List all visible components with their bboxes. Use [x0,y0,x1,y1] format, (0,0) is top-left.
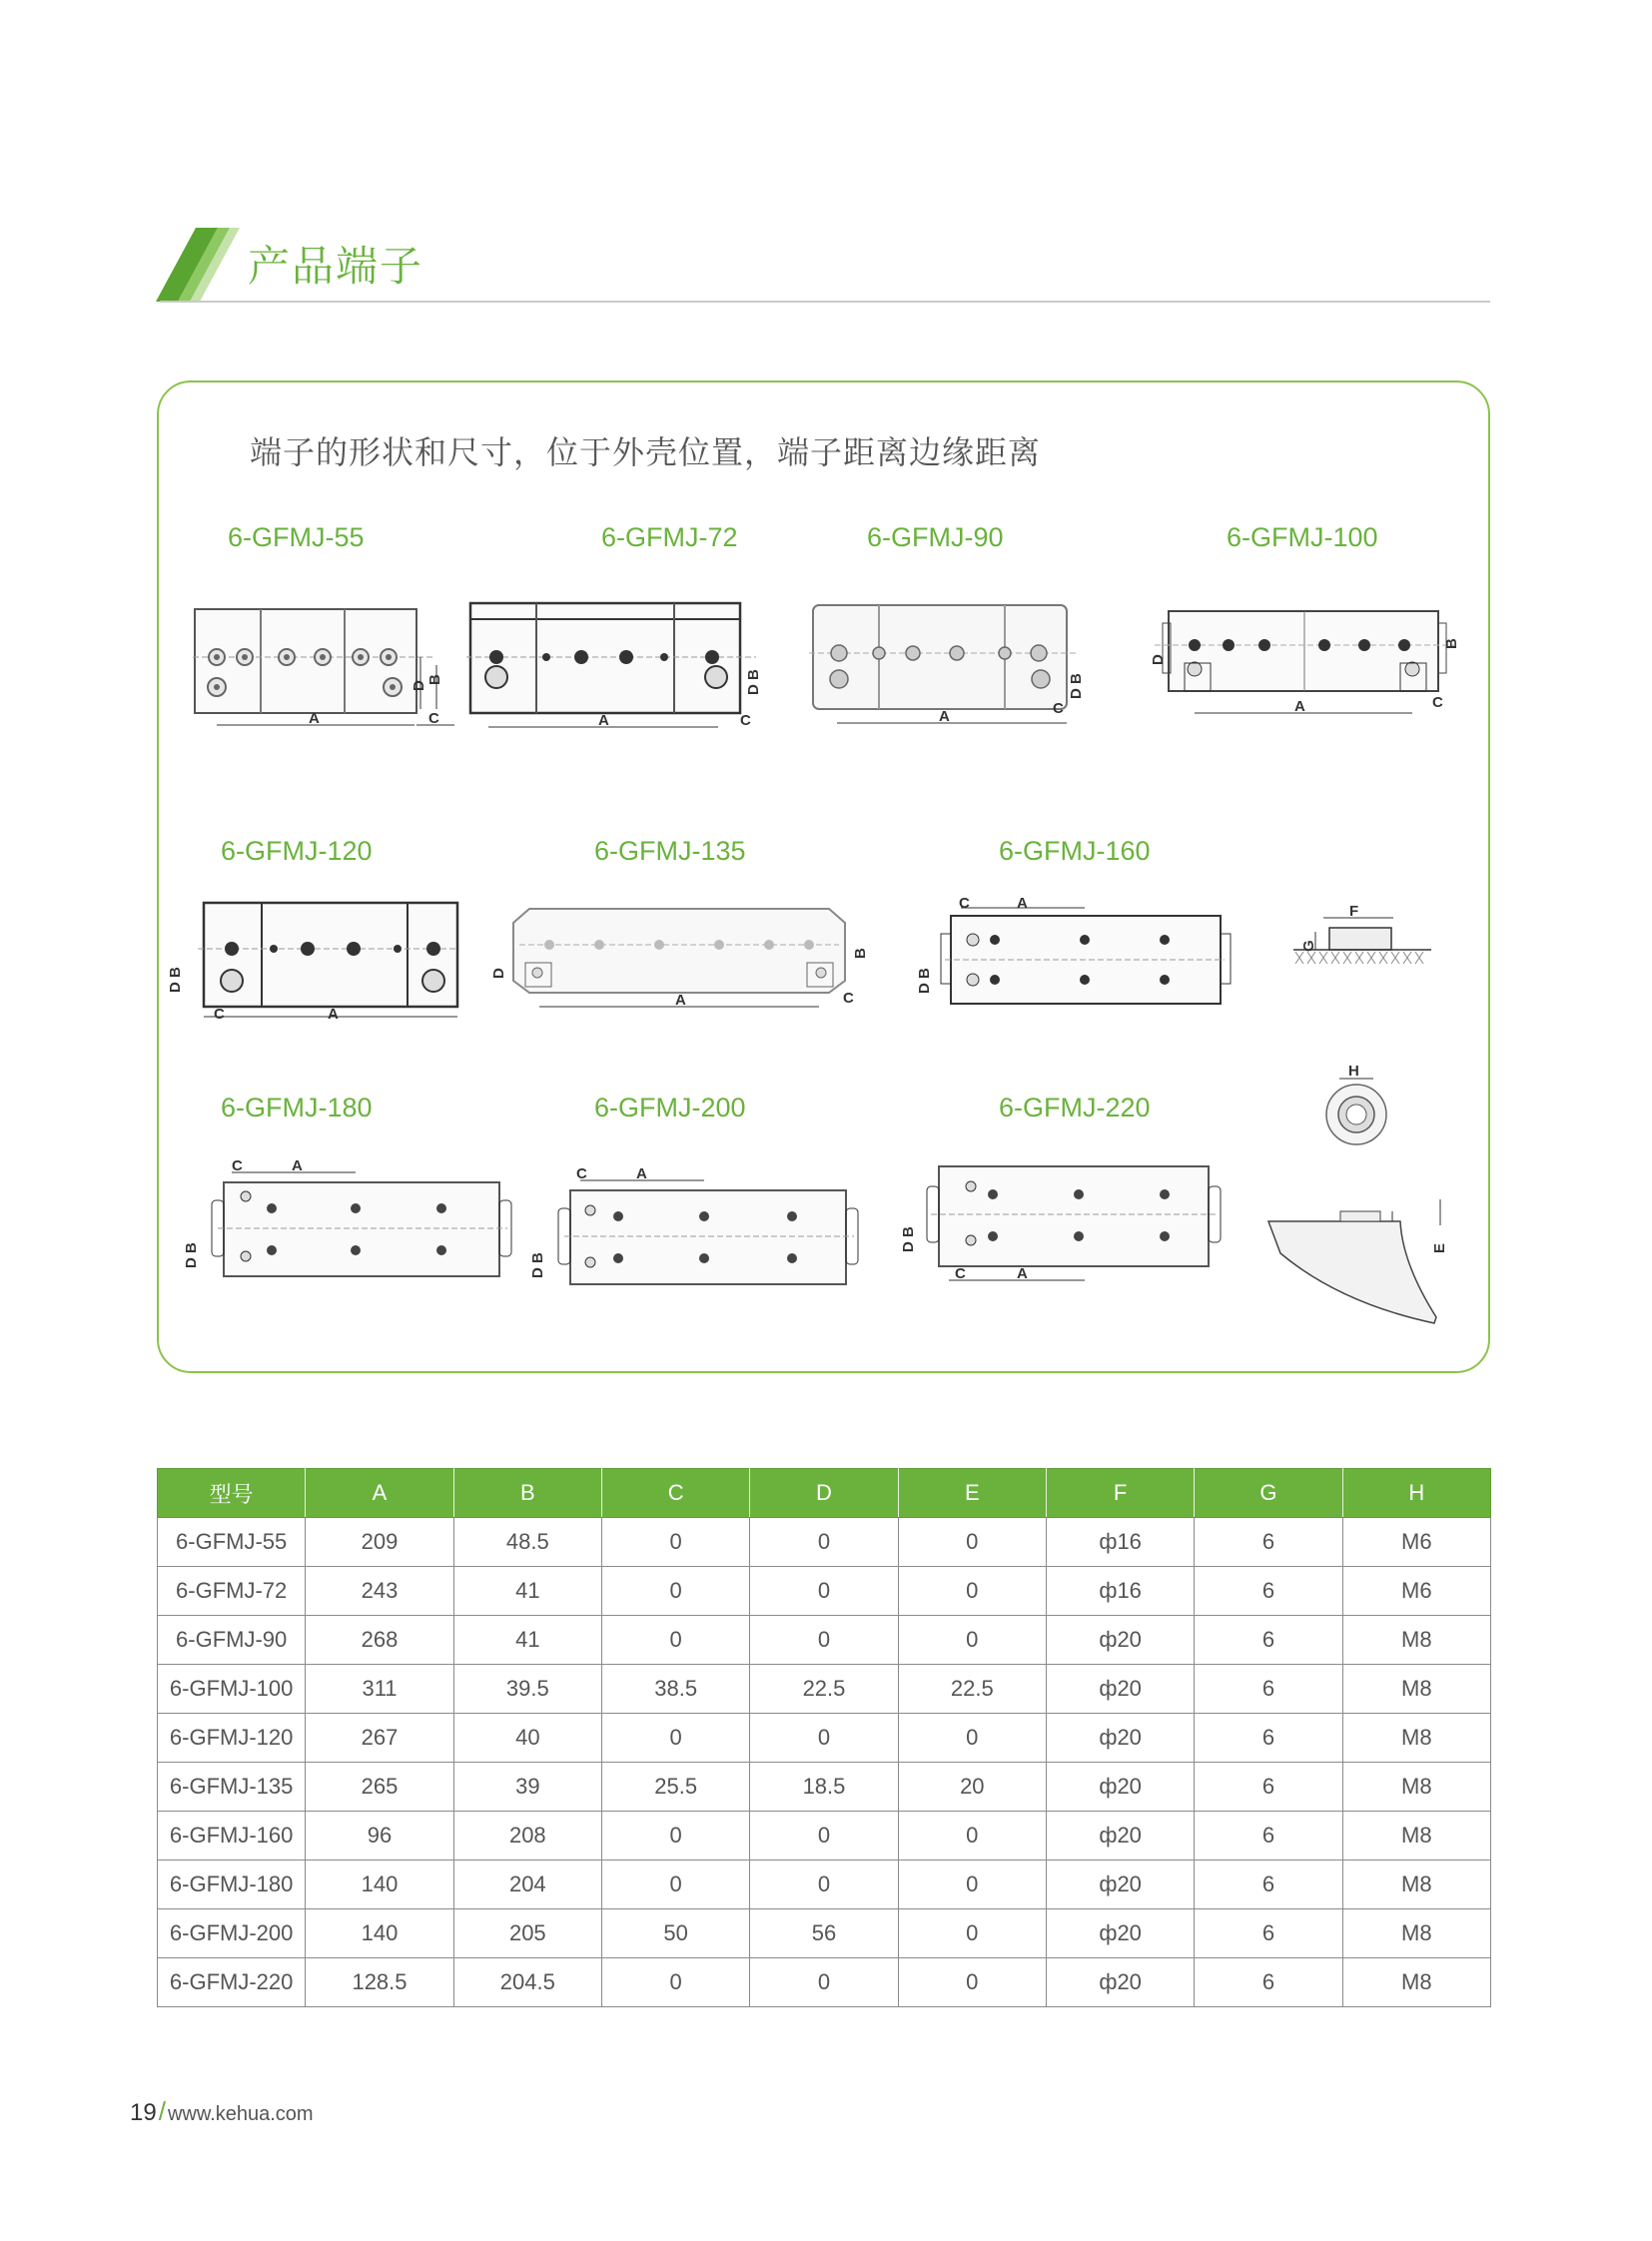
table-cell: M8 [1342,1665,1490,1714]
table-cell: 0 [601,1812,749,1861]
table-cell: 39.5 [453,1665,601,1714]
table-row [158,1518,1491,1567]
col-header-c: C [601,1469,749,1518]
table-cell: 0 [750,1714,898,1763]
header-stripe-logo [156,228,240,302]
model-label: 6-GFMJ-160 [999,836,1151,866]
terminal-drawing [178,1156,517,1291]
model-label: 6-GFMJ-100 [1227,522,1378,552]
svg-text:D: D [411,680,427,691]
model-label: 6-GFMJ-90 [867,522,1004,552]
table-cell: 0 [601,1518,749,1567]
terminal-spec-table [157,1468,1491,2007]
svg-text:C: C [576,1165,587,1182]
svg-text:G: G [1300,940,1317,952]
table-cell: 0 [601,1861,749,1909]
table-cell: M6 [1342,1518,1490,1567]
table-cell: 205 [453,1909,601,1958]
panel-subtitle: 端子的形状和尺寸，位于外壳位置，端子距离边缘距离 [250,433,1042,471]
table-cell: 6 [1195,1812,1342,1861]
table-cell: 0 [750,1567,898,1616]
table-cell: 6-GFMJ-100 [158,1665,306,1714]
table-cell: 0 [898,1616,1046,1665]
table-cell: 6-GFMJ-72 [158,1567,306,1616]
terminal-drawing [466,597,781,737]
svg-text:C: C [428,710,439,727]
table-cell: 0 [898,1861,1046,1909]
table-cell: 41 [453,1567,601,1616]
terminal-drawing [905,894,1244,1014]
col-header-e: E [898,1469,1046,1518]
table-cell: 22.5 [750,1665,898,1714]
terminal-detail-fg [1283,894,1443,994]
table-row [158,1861,1491,1909]
table-cell: M8 [1342,1812,1490,1861]
table-cell: 0 [750,1812,898,1861]
table-cell: 0 [601,1567,749,1616]
table-cell: 208 [453,1812,601,1861]
terminal-drawing [1150,603,1474,723]
svg-text:C: C [843,990,854,1007]
svg-text:C: C [959,895,970,912]
model-label: 6-GFMJ-200 [594,1093,746,1122]
table-cell: 0 [750,1518,898,1567]
table-cell: 268 [306,1616,453,1665]
table-cell: M6 [1342,1567,1490,1616]
table-row [158,1763,1491,1812]
col-header-g: G [1195,1469,1342,1518]
table-cell: 311 [306,1665,453,1714]
table-cell: 6 [1195,1518,1342,1567]
table-cell: 40 [453,1714,601,1763]
svg-text:D B: D B [900,1226,917,1252]
svg-text:E: E [1431,1242,1448,1253]
table-cell: ф20 [1046,1616,1194,1665]
table-cell: 0 [750,1861,898,1909]
table-row [158,1567,1491,1616]
svg-text:C: C [232,1157,243,1174]
table-cell: 0 [898,1518,1046,1567]
table-header-row [158,1469,1491,1518]
svg-text:D B: D B [1068,673,1085,699]
table-cell: 140 [306,1909,453,1958]
table-cell: 0 [898,1714,1046,1763]
table-cell: 128.5 [306,1958,453,2007]
table-cell: 22.5 [898,1665,1046,1714]
svg-text:D: D [490,968,507,979]
table-cell: 0 [750,1958,898,2007]
table-cell: 56 [750,1909,898,1958]
table-cell: 6-GFMJ-200 [158,1909,306,1958]
table-cell: ф20 [1046,1909,1194,1958]
table-cell: 243 [306,1567,453,1616]
svg-text:D B: D B [183,1242,200,1268]
table-cell: 41 [453,1616,601,1665]
svg-text:C: C [1432,694,1443,711]
table-cell: 6 [1195,1567,1342,1616]
model-label: 6-GFMJ-135 [594,836,746,866]
svg-text:A: A [636,1165,647,1182]
svg-text:A: A [328,1006,339,1023]
table-cell: ф20 [1046,1958,1194,2007]
table-cell: 209 [306,1518,453,1567]
table-cell: M8 [1342,1861,1490,1909]
table-cell: 6 [1195,1616,1342,1665]
table-cell: 204.5 [453,1958,601,2007]
svg-text:B: B [1443,638,1460,649]
table-row [158,1665,1491,1714]
table-cell: 6-GFMJ-120 [158,1714,306,1763]
table-cell: 50 [601,1909,749,1958]
svg-text:D: D [1150,654,1167,665]
col-header-a: A [306,1469,453,1518]
model-label: 6-GFMJ-120 [221,836,373,866]
table-cell: 0 [898,1567,1046,1616]
page-title: 产品端子 [248,242,424,291]
col-header-b: B [453,1469,601,1518]
svg-text:A: A [598,712,609,729]
table-cell: 6-GFMJ-55 [158,1518,306,1567]
terminal-drawing [895,1158,1235,1293]
table-cell: 6 [1195,1665,1342,1714]
table-cell: ф16 [1046,1518,1194,1567]
table-cell: 6 [1195,1714,1342,1763]
svg-text:A: A [675,992,686,1009]
table-cell: 0 [601,1958,749,2007]
table-cell: 6 [1195,1909,1342,1958]
table-cell: M8 [1342,1763,1490,1812]
table-cell: 6-GFMJ-220 [158,1958,306,2007]
table-cell: 6 [1195,1958,1342,2007]
terminal-drawing [158,899,467,1029]
model-label: 6-GFMJ-72 [601,522,738,552]
svg-text:D B: D B [167,967,184,993]
table-cell: 0 [898,1812,1046,1861]
table-cell: ф20 [1046,1665,1194,1714]
table-cell: 267 [306,1714,453,1763]
svg-text:C: C [740,712,751,729]
svg-text:D B: D B [745,669,762,695]
terminal-detail-e [1260,1193,1460,1333]
svg-text:A: A [1294,698,1305,715]
website-link[interactable]: www.kehua.com [167,2103,314,2125]
table-cell: M8 [1342,1958,1490,2007]
col-header-model: 型号 [158,1469,306,1518]
table-cell: 6-GFMJ-135 [158,1763,306,1812]
header-divider [160,301,1490,303]
footer-slash-icon: / [158,2096,166,2126]
table-cell: 6 [1195,1861,1342,1909]
table-cell: M8 [1342,1909,1490,1958]
svg-text:B: B [426,674,443,685]
terminal-drawing [193,605,462,735]
svg-text:F: F [1349,903,1359,920]
table-cell: 140 [306,1861,453,1909]
table-cell: 6 [1195,1763,1342,1812]
table-row [158,1812,1491,1861]
svg-text:A: A [1017,1265,1028,1282]
table-cell: 204 [453,1861,601,1909]
table-row [158,1714,1491,1763]
svg-text:H: H [1348,1063,1359,1080]
svg-text:B: B [852,948,869,959]
svg-text:C: C [214,1006,225,1023]
table-cell: ф20 [1046,1812,1194,1861]
svg-text:A: A [1017,895,1028,912]
table-cell: 0 [898,1909,1046,1958]
svg-text:C: C [955,1265,966,1282]
table-cell: 0 [601,1714,749,1763]
svg-text:D B: D B [916,968,933,994]
table-cell: 18.5 [750,1763,898,1812]
table-cell: 0 [750,1616,898,1665]
table-cell: 96 [306,1812,453,1861]
col-header-d: D [750,1469,898,1518]
table-row [158,1909,1491,1958]
table-cell: ф20 [1046,1763,1194,1812]
col-header-h: H [1342,1469,1490,1518]
svg-text:A: A [309,710,320,727]
table-cell: 6-GFMJ-180 [158,1861,306,1909]
terminal-detail-h [1303,1061,1413,1150]
svg-text:A: A [292,1157,303,1174]
model-label: 6-GFMJ-180 [221,1093,373,1122]
col-header-f: F [1046,1469,1194,1518]
page-number: 19 [130,2099,157,2126]
svg-text:A: A [939,708,950,725]
table-cell: 265 [306,1763,453,1812]
table-cell: 39 [453,1763,601,1812]
terminal-drawing [489,899,884,1019]
page-footer [130,2096,314,2127]
table-cell: ф20 [1046,1861,1194,1909]
table-cell: 6-GFMJ-90 [158,1616,306,1665]
table-cell: M8 [1342,1714,1490,1763]
table-cell: 0 [898,1958,1046,2007]
table-cell: 38.5 [601,1665,749,1714]
svg-text:C: C [1053,700,1064,717]
table-cell: 20 [898,1763,1046,1812]
terminal-drawing [524,1166,869,1291]
table-cell: 0 [601,1616,749,1665]
table-cell: ф16 [1046,1567,1194,1616]
svg-text:D B: D B [529,1252,546,1278]
table-cell: ф20 [1046,1714,1194,1763]
table-cell: M8 [1342,1616,1490,1665]
table-cell: 6-GFMJ-160 [158,1812,306,1861]
model-label: 6-GFMJ-55 [228,522,365,552]
table-cell: 25.5 [601,1763,749,1812]
table-row [158,1616,1491,1665]
terminal-drawing [809,599,1109,734]
table-row [158,1958,1491,2007]
model-label: 6-GFMJ-220 [999,1093,1151,1122]
table-cell: 48.5 [453,1518,601,1567]
